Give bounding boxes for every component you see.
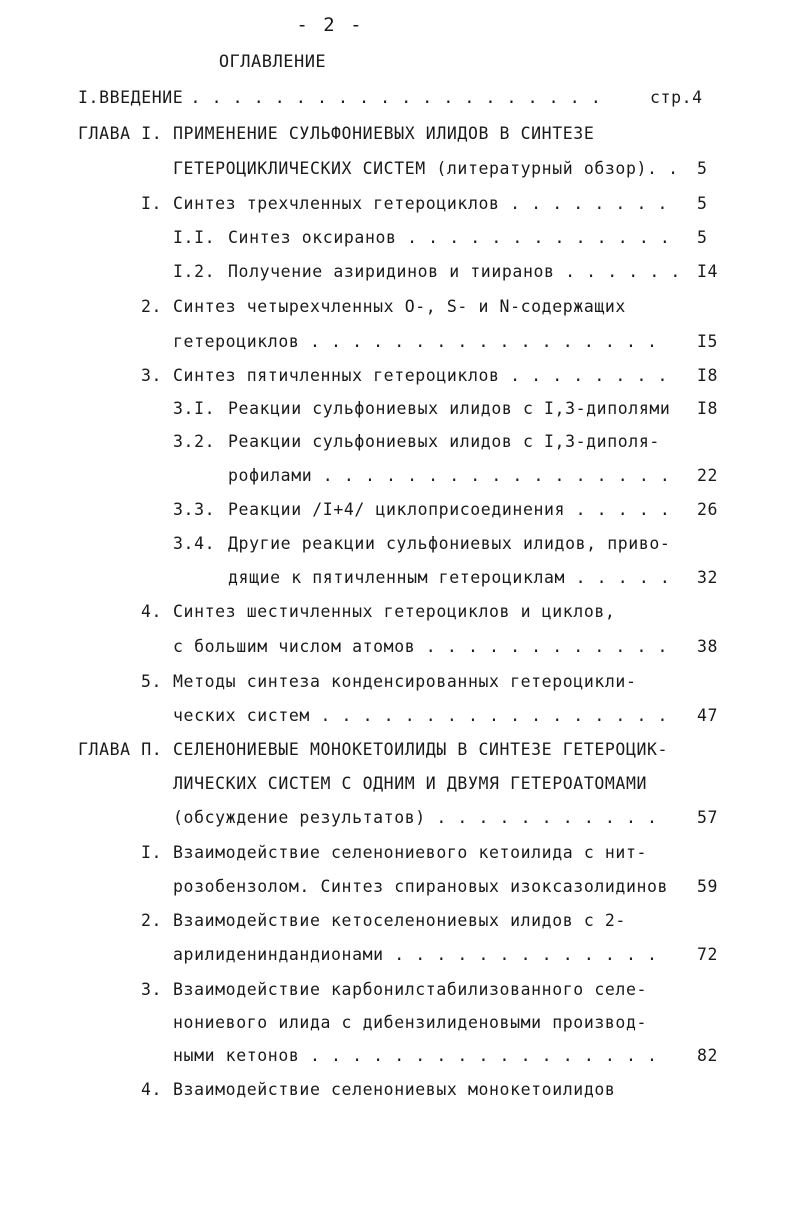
toc-ch2-s2-line2: арилидениндандионами . . . . . . . . . . . . . [173,945,658,964]
toc-ch1-s3-4-line1: Другие реакции сульфониевых илидов, приво- [228,534,671,553]
toc-ch1-s1-1-num: I.I. [173,228,216,247]
toc-ch1-s3-1-num: 3.I. [173,399,216,418]
toc-ch2-s2-num: 2. [141,911,163,930]
toc-ch1-s3-3-num: 3.3. [173,500,216,519]
toc-ch1-s3-text: Синтез пятичленных гетероциклов . . . . . . . . [173,366,669,385]
toc-chapter1-label: ГЛАВА I. [78,124,163,143]
toc-ch1-s4-line1: Синтез шестичленных гетероциклов и циклов, [173,602,616,621]
toc-ch1-s3-1-page: I8 [697,399,719,418]
toc-intro-label: I.ВВЕДЕНИЕ [78,88,184,107]
toc-ch1-s4-line2: с большим числом атомов . . . . . . . . . . . . [173,637,669,656]
toc-chapter2-page: 57 [697,808,719,827]
toc-intro-page: стр.4 [650,88,703,107]
toc-ch1-s1-num: I. [141,194,163,213]
toc-ch1-s3-3-text: Реакции /I+4/ циклоприсоединения . . . . . [228,500,671,519]
toc-ch1-s3-page: I8 [697,366,719,385]
toc-ch2-s1-num: I. [141,843,163,862]
toc-ch1-s1-1-page: 5 [697,228,708,247]
toc-ch2-s3-line2: нониевого илида с дибензилиденовыми производ- [173,1013,648,1032]
toc-ch1-s4-num: 4. [141,602,163,621]
toc-ch1-s5-line1: Методы синтеза конденсированных гетероцикли- [173,672,637,691]
toc-ch1-s5-num: 5. [141,672,163,691]
toc-ch2-s3-line3: ными кетонов . . . . . . . . . . . . . . . . . [173,1046,658,1065]
toc-ch2-s1-page: 59 [697,877,719,896]
toc-ch1-s2-page: I5 [697,332,719,351]
toc-ch1-s2-num: 2. [141,297,163,316]
toc-ch1-s1-2-page: I4 [697,262,719,281]
toc-chapter2-title-line1: СЕЛЕНОНИЕВЫЕ МОНОКЕТОИЛИДЫ В СИНТЕЗЕ ГЕТЕРОЦИК- [173,740,669,759]
toc-ch1-s1-2-text: Получение азиридинов и тииранов . . . . . . [228,262,681,281]
toc-ch1-s5-line2: ческих систем . . . . . . . . . . . . . . . . . [173,706,669,725]
toc-ch2-s2-page: 72 [697,945,719,964]
toc-ch1-s3-2-line2: рофилами . . . . . . . . . . . . . . . . . [228,466,671,485]
toc-ch2-s3-num: 3. [141,980,163,999]
toc-ch1-s3-2-num: 3.2. [173,432,216,451]
toc-intro-leader: . . . . . . . . . . . . . . . . . . . . [180,88,602,107]
toc-ch2-s1-line1: Взаимодействие селенониевого кетоилида с нит- [173,843,648,862]
page-title: ОГЛАВЛЕНИЕ [218,52,327,72]
toc-ch1-s1-page: 5 [697,194,708,213]
toc-ch1-s3-1-text: Реакции сульфониевых илидов с I,3-диполями [228,399,671,418]
toc-chapter1-page: 5 [697,159,708,178]
page-number: - 2 - [296,14,364,36]
toc-ch2-s1-line2: розобензолом. Синтез спирановых изоксазолидинов [173,877,669,896]
toc-ch1-s3-2-page: 22 [697,466,719,485]
toc-ch1-s3-3-page: 26 [697,500,719,519]
toc-chapter1-title-line2: ГЕТЕРОЦИКЛИЧЕСКИХ СИСТЕМ (литературный обзор). . [173,159,679,178]
toc-ch1-s2-line1: Синтез четырехчленных О-, S- и N-содержащих [173,297,626,316]
toc-ch1-s3-2-line1: Реакции сульфониевых илидов с I,3-диполя- [228,432,660,451]
toc-chapter2-title-line2: ЛИЧЕСКИХ СИСТЕМ С ОДНИМ И ДВУМЯ ГЕТЕРОАТОМАМИ [173,774,648,793]
toc-ch1-s2-line2: гетероциклов . . . . . . . . . . . . . . . . . [173,332,658,351]
toc-ch1-s3-num: 3. [141,366,163,385]
toc-ch1-s3-4-num: 3.4. [173,534,216,553]
toc-ch2-s2-line1: Взаимодействие кетоселенониевых илидов с 2- [173,911,626,930]
toc-ch2-s4-num: 4. [141,1080,163,1099]
toc-ch2-s3-page: 82 [697,1046,719,1065]
toc-ch1-s1-text: Синтез трехчленных гетероциклов . . . . . . . . [173,194,669,213]
toc-ch1-s3-4-page: 32 [697,568,719,587]
toc-chapter2-title-line3: (обсуждение результатов) . . . . . . . . . . . [173,808,658,827]
toc-ch1-s5-page: 47 [697,706,719,725]
toc-ch2-s4-line1: Взаимодействие селенониевых монокетоилидов [173,1080,616,1099]
toc-ch1-s1-1-text: Синтез оксиранов . . . . . . . . . . . . . [228,228,671,247]
toc-ch1-s3-4-line2: дящие к пятичленным гетероциклам . . . . . [228,568,671,587]
toc-chapter2-label: ГЛАВА П. [78,740,163,759]
toc-ch2-s3-line1: Взаимодействие карбонилстабилизованного селе- [173,980,648,999]
toc-ch1-s1-2-num: I.2. [173,262,216,281]
toc-ch1-s4-page: 38 [697,637,719,656]
toc-chapter1-title-line1: ПРИМЕНЕНИЕ СУЛЬФОНИЕВЫХ ИЛИДОВ В СИНТЕЗЕ [173,124,595,143]
